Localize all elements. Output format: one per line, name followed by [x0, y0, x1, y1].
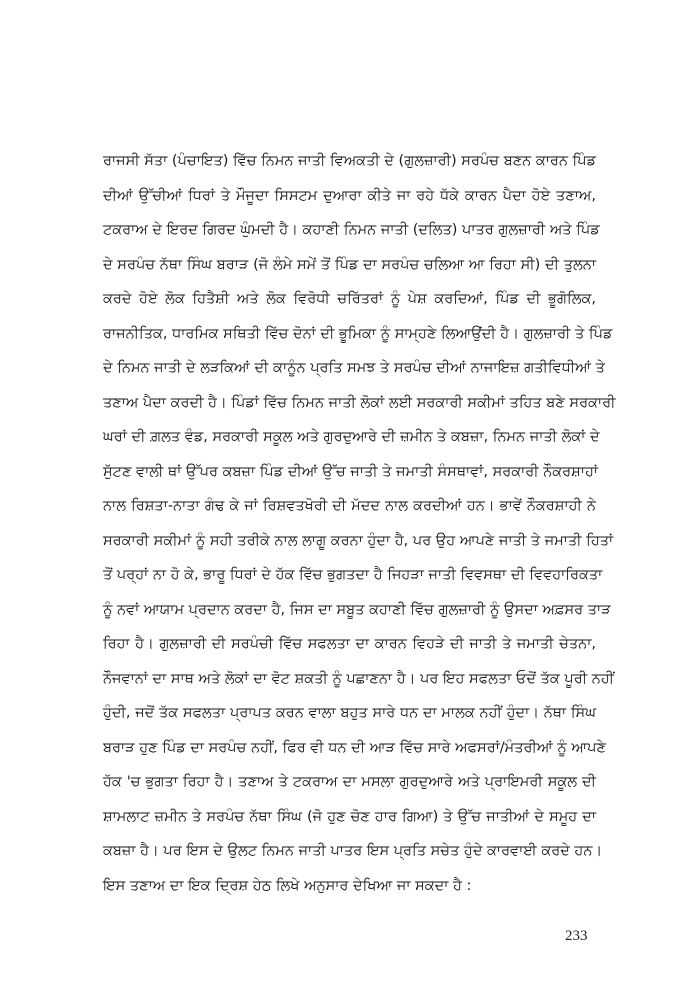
body-paragraph	[103, 144, 616, 903]
text-line: ਕਬਜ਼ਾ ਹੈ। ਪਰ ਇਸ ਦੇ ਉਲਟ ਨਿਮਨ ਜਾਤੀ ਪਾਤਰ ਇਸ ਪ੍ਰਤਿ ਸਚੇਤ ਹੁੰਦੇ ਕਾਰਵਾਈ ਕਰਦੇ ਹਨ।	[103, 843, 603, 859]
text-line: ਤਣਾਅ ਪੈਦਾ ਕਰਦੀ ਹੈ। ਪਿੰਡਾਂ ਵਿੱਚ ਨਿਮਨ ਜਾਤੀ ਲੋਕਾਂ ਲਈ ਸਰਕਾਰੀ ਸਕੀਮਾਂ ਤਹਿਤ ਬਣੇ ਸਰਕਾਰੀ	[103, 394, 616, 411]
text-line: ਘਰਾਂ ਦੀ ਗ਼ਲਤ ਵੰਡ, ਸਰਕਾਰੀ ਸਕੂਲ ਅਤੇ ਗੁਰਦੁਆਰੇ ਦੀ ਜ਼ਮੀਨ ਤੇ ਕਬਜ਼ਾ, ਨਿਮਨ ਜਾਤੀ ਲੋਕਾਂ ਦੇ	[103, 429, 600, 445]
text-line: ਹੱਕ 'ਚ ਭੁਗਤਾ ਰਿਹਾ ਹੈ। ਤਣਾਅ ਤੇ ਟਕਰਾਅ ਦਾ ਮਸਲਾ ਗੁਰਦੁਆਰੇ ਅਤੇ ਪ੍ਰਾਇਮਰੀ ਸਕੂਲ ਦੀ	[103, 774, 596, 790]
text-line: ਤੋਂ ਪਰ੍ਹਾਂ ਨਾ ਹੋ ਕੇ, ਭਾਰੂ ਧਿਰਾਂ ਦੇ ਹੱਕ ਵਿੱਚ ਭੁਗਤਦਾ ਹੈ ਜਿਹੜਾ ਜਾਤੀ ਵਿਵਸਥਾ ਦੀ ਵਿਵਹਾਰਿਕਤਾ	[103, 567, 603, 583]
text-line: ਬਰਾੜ ਹੁਣ ਪਿੰਡ ਦਾ ਸਰਪੰਚ ਨਹੀਂ, ਫਿਰ ਵੀ ਧਨ ਦੀ ਆੜ ਵਿੱਚ ਸਾਰੇ ਅਫਸਰਾਂ/ਮੰਤਰੀਆਂ ਨੂੰ ਆਪਣੇ	[103, 739, 606, 756]
text-line: ਰਿਹਾ ਹੈ। ਗੁਲਜ਼ਾਰੀ ਦੀ ਸਰਪੰਚੀ ਵਿੱਚ ਸਫਲਤਾ ਦਾ ਕਾਰਨ ਵਿਹੜੇ ਦੀ ਜਾਤੀ ਤੇ ਜਮਾਤੀ ਚੇਤਨਾ,	[103, 636, 596, 652]
text-line: ਰਾਜਨੀਤਿਕ, ਧਾਰਮਿਕ ਸਥਿਤੀ ਵਿੱਚ ਦੋਨਾਂ ਦੀ ਭੂਮਿਕਾ ਨੂੰ ਸਾਮ੍ਹਣੇ ਲਿਆਉਂਦੀ ਹੈ। ਗੁਲਜ਼ਾਰੀ ਤੇ ਪਿੰਡ	[103, 325, 613, 342]
text-line: ਨਾਲ ਰਿਸ਼ਤਾ-ਨਾਤਾ ਗੰਢ ਕੇ ਜਾਂ ਰਿਸ਼ਵਤਖੋਰੀ ਦੀ ਮੱਦਦ ਨਾਲ ਕਰਦੀਆਂ ਹਨ। ਭਾਵੇਂ ਨੌਕਰਸ਼ਾਹੀ ਨੇ	[103, 498, 596, 514]
text-line: ਸਰਕਾਰੀ ਸਕੀਮਾਂ ਨੂੰ ਸਹੀ ਤਰੀਕੇ ਨਾਲ ਲਾਗੂ ਕਰਨਾ ਹੁੰਦਾ ਹੈ, ਪਰ ਉਹ ਆਪਣੇ ਜਾਤੀ ਤੇ ਜਮਾਤੀ ਹਿਤਾਂ	[103, 532, 614, 549]
text-line: ਟਕਰਾਅ ਦੇ ਇਰਦ ਗਿਰਦ ਘੁੰਮਦੀ ਹੈ। ਕਹਾਣੀ ਨਿਮਨ ਜਾਤੀ (ਦਲਿਤ) ਪਾਤਰ ਗੁਲਜ਼ਾਰੀ ਅਤੇ ਪਿੰਡ	[103, 222, 600, 238]
text-line: ਇਸ ਤਣਾਅ ਦਾ ਇਕ ਦ੍ਰਿਸ਼ ਹੇਠ ਲਿਖੇ ਅਨੁਸਾਰ ਦੇਖਿਆ ਜਾ ਸਕਦਾ ਹੈ :	[103, 877, 472, 894]
text-line: ਦੇ ਸਰਪੰਚ ਨੱਥਾ ਸਿੰਘ ਬਰਾੜ (ਜੋ ਲੰਮੇ ਸਮੇਂ ਤੋਂ ਪਿੰਡ ਦਾ ਸਰਪੰਚ ਚਲਿਆ ਆ ਰਿਹਾ ਸੀ) ਦੀ ਤੁਲਨਾ	[103, 256, 596, 273]
text-line: ਦੀਆਂ ਉੱਚੀਆਂ ਧਿਰਾਂ ਤੇ ਮੌਜੂਦਾ ਸਿਸਟਮ ਦੁਆਰਾ ਕੀਤੇ ਜਾ ਰਹੇ ਧੱਕੇ ਕਾਰਨ ਪੈਦਾ ਹੋਏ ਤਣਾਅ,	[103, 187, 596, 204]
text-line: ਨੌਜਵਾਨਾਂ ਦਾ ਸਾਥ ਅਤੇ ਲੋਕਾਂ ਦਾ ਵੋਟ ਸ਼ਕਤੀ ਨੂੰ ਪਛਾਣਨਾ ਹੈ। ਪਰ ਇਹ ਸਫਲਤਾ ਓਦੋਂ ਤੱਕ ਪੂਰੀ ਨਹੀਂ	[103, 670, 615, 687]
text-line: ਰਾਜਸੀ ਸੱਤਾ (ਪੰਚਾਇਤ) ਵਿੱਚ ਨਿਮਨ ਜਾਤੀ ਵਿਅਕਤੀ ਦੇ (ਗੁਲਜ਼ਾਰੀ) ਸਰਪੰਚ ਬਣਨ ਕਾਰਨ ਪਿੰਡ	[103, 153, 596, 169]
text-line: ਨੂੰ ਨਵਾਂ ਆਯਾਮ ਪ੍ਰਦਾਨ ਕਰਦਾ ਹੈ, ਜਿਸ ਦਾ ਸਬੂਤ ਕਹਾਣੀ ਵਿੱਚ ਗੁਲਜ਼ਾਰੀ ਨੂੰ ਉਸਦਾ ਅਫ਼ਸਰ ਤਾੜ	[103, 601, 611, 618]
text-line: ਸ਼ਾਮਲਾਟ ਜ਼ਮੀਨ ਤੇ ਸਰਪੰਚ ਨੱਥਾ ਸਿੰਘ (ਜੋ ਹੁਣ ਚੋਣ ਹਾਰ ਗਿਆ) ਤੇ ਉੱਚ ਜਾਤੀਆਂ ਦੇ ਸਮੂਹ ਦਾ	[103, 808, 596, 825]
text-line: ਸੁੱਟਣ ਵਾਲੀ ਥਾਂ ਉੱਪਰ ਕਬਜ਼ਾ ਪਿੰਡ ਦੀਆਂ ਉੱਚ ਜਾਤੀ ਤੇ ਜਮਾਤੀ ਸੰਸਥਾਵਾਂ, ਸਰਕਾਰੀ ਨੌਕਰਸ਼ਾਹਾਂ	[103, 463, 598, 480]
text-line: ਹੁੰਦੀ, ਜਦੋਂ ਤੱਕ ਸਫਲਤਾ ਪ੍ਰਾਪਤ ਕਰਨ ਵਾਲਾ ਬਹੁਤ ਸਾਰੇ ਧਨ ਦਾ ਮਾਲਕ ਨਹੀਂ ਹੁੰਦਾ। ਨੱਥਾ ਸਿੰਘ	[103, 705, 596, 721]
text-line: ਦੇ ਨਿਮਨ ਜਾਤੀ ਦੇ ਲੜਕਿਆਂ ਦੀ ਕਾਨੂੰਨ ਪ੍ਰਤਿ ਸਮਝ ਤੇ ਸਰਪੰਚ ਦੀਆਂ ਨਾਜਾਇਜ਼ ਗਤੀਵਿਧੀਆਂ ਤੇ	[103, 360, 605, 376]
text-line: ਕਰਦੇ ਹੋਏ ਲੋਕ ਹਿਤੈਸ਼ੀ ਅਤੇ ਲੋਕ ਵਿਰੋਧੀ ਚਰਿੱਤਰਾਂ ਨੂੰ ਪੇਸ਼ ਕਰਦਿਆਂ, ਪਿੰਡ ਦੀ ਭੂਗੋਲਿਕ,	[103, 291, 596, 307]
page-number: 233	[565, 928, 588, 944]
